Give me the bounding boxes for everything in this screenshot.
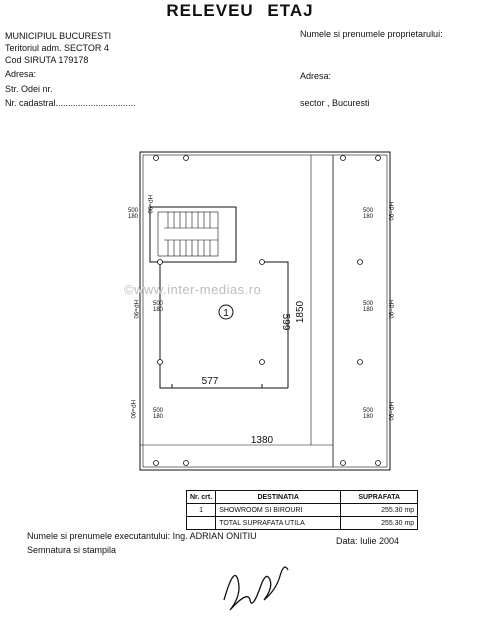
window-size-bottom: 180 xyxy=(153,414,164,420)
window-size-bottom: 180 xyxy=(363,307,374,313)
row-area: 255.30 mp xyxy=(341,504,418,517)
date: Data: Iulie 2004 xyxy=(336,536,400,546)
window-size-top: 500 xyxy=(363,301,374,307)
table-row xyxy=(187,504,418,517)
window-size-top: 500 xyxy=(153,408,164,414)
columns xyxy=(154,156,381,466)
table-header-row xyxy=(187,491,418,504)
outer-wall-inner xyxy=(143,155,387,467)
window-hp-label: HP=90 xyxy=(132,300,138,319)
row-area: 255.30 mp xyxy=(341,517,418,530)
row-destination: SHOWROOM SI BIROURI xyxy=(216,504,341,517)
owner-label: Numele si prenumele proprietarului: xyxy=(300,29,443,39)
header-destination: DESTINATIA xyxy=(216,491,341,504)
window-size-top: 500 xyxy=(363,208,374,214)
address-label-right: Adresa: xyxy=(300,71,332,81)
window-size-top: 500 xyxy=(128,208,139,214)
page-title: RELEVEU ETAJ xyxy=(166,1,314,20)
window-size-top: 500 xyxy=(363,408,374,414)
window-hp-label: HP=90 xyxy=(387,202,393,221)
total-width-dimension: 1380 xyxy=(250,435,274,446)
signature xyxy=(224,567,288,610)
staircase-inner xyxy=(158,212,218,256)
inner-height-dimension: 599 xyxy=(280,313,291,331)
window-size-bottom: 180 xyxy=(153,307,164,313)
inner-width-dimension: 577 xyxy=(201,376,219,387)
territory: Teritoriul adm. SECTOR 4 xyxy=(5,43,109,53)
cadastral-number: Nr. cadastral................................ xyxy=(5,98,136,108)
inner-dimension-line-bottom xyxy=(160,262,288,388)
header-nr: Nr. crt. xyxy=(187,491,216,504)
signature-label: Semnatura si stampila xyxy=(27,545,117,555)
area-table xyxy=(186,490,418,530)
municipality: MUNICIPIUL BUCURESTI xyxy=(5,31,112,41)
watermark: ©www.inter-medias.ro xyxy=(124,282,262,297)
header-area: SUPRAFATA xyxy=(341,491,418,504)
street: Str. Odei nr. xyxy=(5,84,53,94)
window-hp-label: HP=90 xyxy=(387,300,393,319)
window-size-bottom: 180 xyxy=(363,414,374,420)
staircase-enclosure xyxy=(150,207,236,262)
total-height-dimension: 1850 xyxy=(295,300,306,324)
room-number: 1 xyxy=(223,308,229,319)
window-hp-label: HP=90 xyxy=(129,400,135,419)
window-size-top: 500 xyxy=(153,301,164,307)
sector-address: sector , Bucuresti xyxy=(300,98,370,108)
window-hp-label: HP=90 xyxy=(146,195,152,214)
siruta-code: Cod SIRUTA 179178 xyxy=(5,55,89,65)
window-hp-label: HP=90 xyxy=(387,402,393,421)
row-nr xyxy=(187,517,216,530)
executor-name: Numele si prenumele executantului: Ing. ADRIAN ONITIU xyxy=(27,531,257,541)
row-nr: 1 xyxy=(187,504,216,517)
outer-wall xyxy=(140,152,390,470)
row-destination: TOTAL SUPRAFATA UTILA xyxy=(216,517,341,530)
stair-treads xyxy=(164,212,218,256)
address-label-left: Adresa: xyxy=(5,69,37,79)
window-size-bottom: 180 xyxy=(363,214,374,220)
table-row-total xyxy=(187,517,418,530)
window-size-bottom: 180 xyxy=(128,214,139,220)
